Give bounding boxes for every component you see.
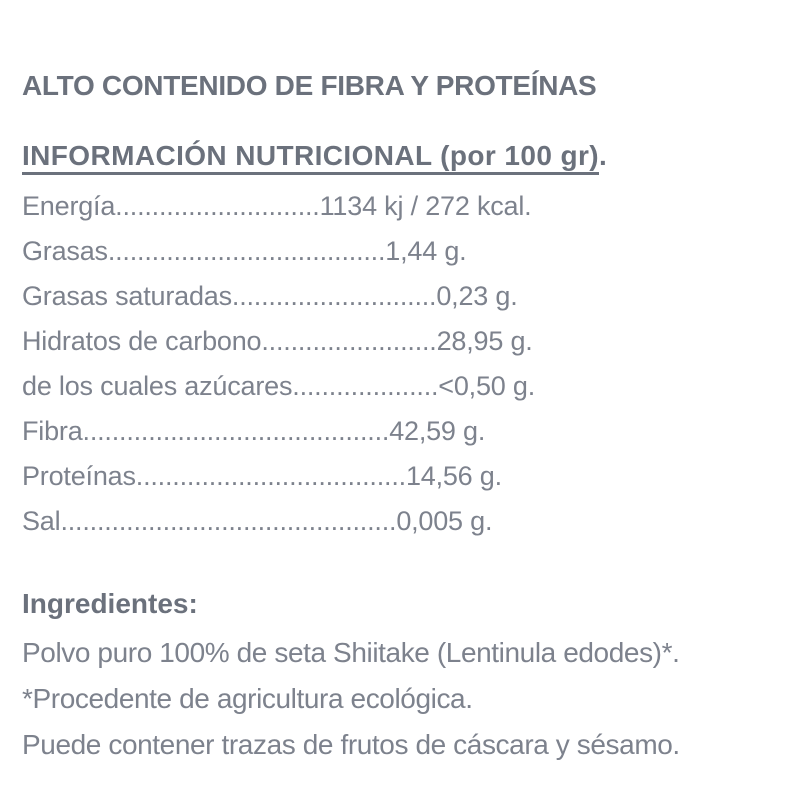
nutrient-value: 1134 kj / 272 kcal. bbox=[319, 191, 532, 221]
nutrient-value: 14,56 g. bbox=[405, 461, 502, 491]
ingredient-line: *Procedente de agricultura ecológica. bbox=[22, 683, 473, 714]
leader-dots: ...................................... bbox=[107, 236, 386, 266]
nutrient-value: 0,005 g. bbox=[396, 506, 493, 536]
leader-dots: .......................................... bbox=[82, 416, 390, 446]
nutrient-label: Fibra bbox=[22, 416, 83, 446]
nutrition-row bbox=[22, 454, 780, 499]
nutrition-row bbox=[22, 364, 780, 409]
leader-dots: .................... bbox=[292, 371, 439, 401]
nutrient-label: Energía bbox=[22, 191, 116, 221]
nutrient-value: 0,23 g. bbox=[436, 281, 518, 311]
ingredients-list bbox=[22, 630, 780, 768]
nutrition-info-heading-suffix: . bbox=[599, 140, 608, 171]
nutrient-label: Grasas saturadas bbox=[22, 281, 232, 311]
leader-dots: ........................ bbox=[261, 326, 437, 356]
nutrition-row bbox=[22, 499, 780, 544]
nutrition-row bbox=[22, 229, 780, 274]
nutrient-label: de los cuales azúcares bbox=[22, 371, 293, 401]
nutrition-row bbox=[22, 409, 780, 454]
nutrition-row bbox=[22, 274, 780, 319]
nutrient-value: 42,59 g. bbox=[389, 416, 486, 446]
claim-heading: ALTO CONTENIDO DE FIBRA Y PROTEÍNAS bbox=[22, 70, 597, 101]
nutrition-row bbox=[22, 184, 780, 229]
nutrient-label: Hidratos de carbono bbox=[22, 326, 262, 356]
leader-dots: ............................ bbox=[115, 191, 320, 221]
nutrient-value: 1,44 g. bbox=[385, 236, 467, 266]
ingredient-line: Puede contener trazas de frutos de cáscara y sésamo. bbox=[22, 729, 680, 760]
leader-dots: ............................ bbox=[231, 281, 437, 311]
ingredients-heading: Ingredientes: bbox=[22, 588, 198, 619]
leader-dots: ..................................... bbox=[135, 461, 406, 491]
nutrition-info-heading-text: INFORMACIÓN NUTRICIONAL (por 100 gr) bbox=[22, 140, 599, 171]
nutrient-label: Grasas bbox=[22, 236, 108, 266]
nutrition-info-heading bbox=[22, 142, 780, 170]
leader-dots: .............................................. bbox=[60, 506, 397, 536]
nutrition-table bbox=[22, 184, 780, 544]
nutrient-label: Sal bbox=[22, 506, 61, 536]
nutrient-value: 28,95 g. bbox=[436, 326, 533, 356]
nutrient-label: Proteínas bbox=[22, 461, 136, 491]
nutrition-row bbox=[22, 319, 780, 364]
ingredient-line: Polvo puro 100% de seta Shiitake (Lentinula edodes)*. bbox=[22, 637, 680, 668]
nutrient-value: <0,50 g. bbox=[438, 371, 536, 401]
